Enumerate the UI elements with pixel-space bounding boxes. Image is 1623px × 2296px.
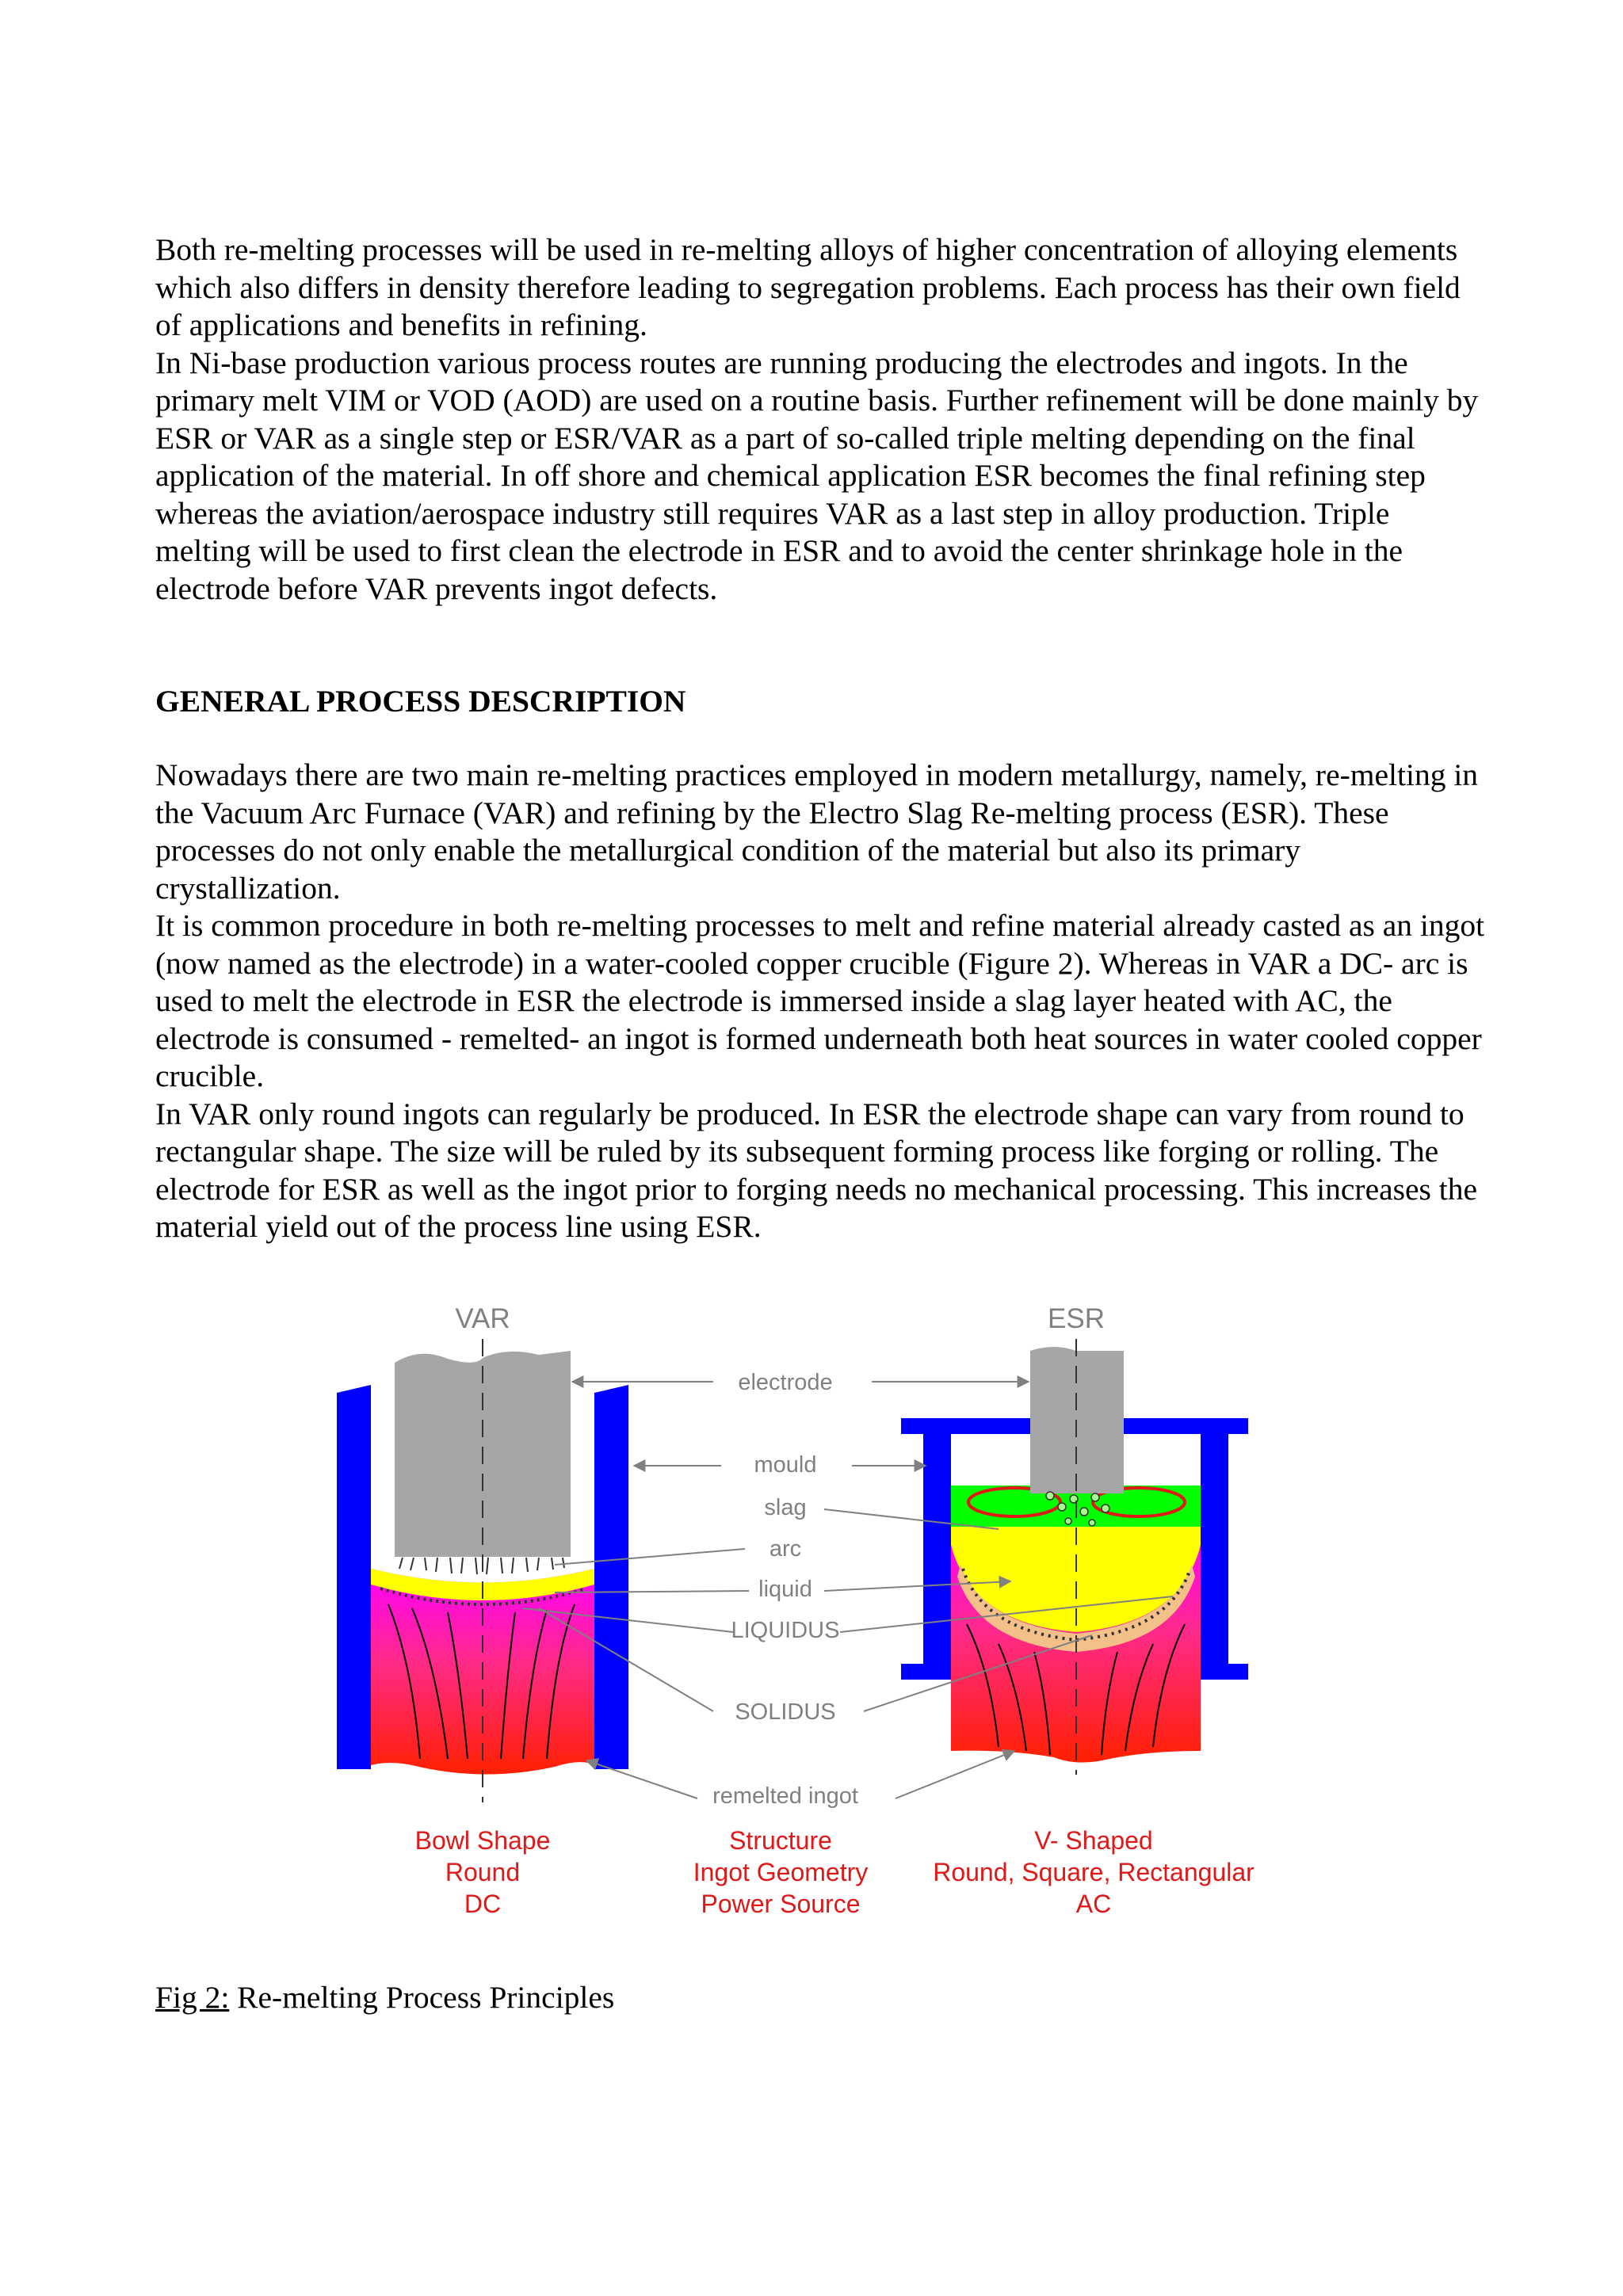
var-furnace [337, 1339, 628, 1802]
var-structure: Bowl Shape [414, 1826, 551, 1855]
esr-geometry: Round, Square, Rectangular [933, 1858, 1254, 1886]
remelting-diagram [317, 1291, 1292, 1949]
paragraph: In VAR only round ingots can regularly be produced. In ESR the electrode shape can vary from round to rectangular shape. The size will be ruled by its subsequent forming process like forging or rolling. The electrode for ESR as well as the ingot prior to forging needs no mechanical processing. This increases the material yield out of the process line using ESR. [155, 1096, 1478, 1244]
paragraph: In Ni-base production various process routes are running producing the electrodes and ingots. In the primary melt VIM or VOD (AOD) are used on a routine basis. Further refinement will be done mainly by ESR or VAR as a single step or ESR/VAR as a part of so-called triple melting depending on the final application of the material. In off shore and chemical application ESR becomes the final refining step whereas the aviation/aerospace industry still requires VAR as a last step in alloy production. Triple melting will be used to first clean the electrode in ESR and to avoid the center shrinkage hole in the electrode before VAR prevents ingot defects. [155, 345, 1479, 606]
var-mould-left [337, 1393, 371, 1769]
paragraph: Nowadays there are two main re-melting practices employed in modern metallurgy, namely, re-melting in the Vacuum Arc Furnace (VAR) and refining by the Electro Slag Re-melting process (ESR). These processes do not only enable the metallurgical condition of the material but also its primary crystallization. [155, 757, 1479, 906]
label-remelted-ingot: remelted ingot [712, 1783, 858, 1809]
paragraph: It is common procedure in both re-melting processes to melt and refine material already casted as an ingot (now named as the electrode) in a water-cooled copper crucible (Figure 2). Whereas in VAR a DC- arc is used to melt the electrode in ESR the electrode is immersed inside a slag layer heated with AC, the electrode is consumed - remelted- an ingot is formed underneath both heat sources in water cooled copper crucible. [155, 908, 1485, 1093]
label-solidus: SOLIDUS [735, 1699, 836, 1725]
esr-title: ESR [1048, 1303, 1105, 1334]
var-geometry: Round [445, 1858, 521, 1886]
esr-power: AC [1075, 1890, 1112, 1918]
var-mould-right [594, 1393, 628, 1769]
var-title: VAR [455, 1303, 510, 1334]
var-power: DC [464, 1890, 502, 1918]
label-liquidus: LIQUIDUS [731, 1618, 840, 1643]
center-geometry: Ingot Geometry [693, 1858, 869, 1886]
figure-caption-label: Fig 2: [155, 1980, 230, 2015]
figure-caption-text: Re-melting Process Principles [229, 1980, 615, 2015]
paragraph: Both re-melting processes will be used in re-melting alloys of higher concentration of alloying elements which also differs in density therefore leading to segregation problems. Each process has their own field of applications and benefits in refining. [155, 232, 1461, 342]
figure-caption [155, 1979, 614, 2017]
intro-section [155, 231, 1487, 608]
process-description-section [155, 757, 1487, 1246]
esr-furnace [901, 1339, 1248, 1775]
label-slag: slag [764, 1495, 807, 1520]
center-power: Power Source [701, 1890, 861, 1918]
section-heading: GENERAL PROCESS DESCRIPTION [155, 684, 686, 719]
esr-structure: V- Shaped [1034, 1826, 1153, 1855]
label-mould: mould [754, 1452, 817, 1478]
label-liquid: liquid [758, 1577, 812, 1602]
label-electrode: electrode [738, 1370, 833, 1395]
center-structure: Structure [729, 1826, 832, 1855]
label-arc: arc [769, 1536, 802, 1562]
